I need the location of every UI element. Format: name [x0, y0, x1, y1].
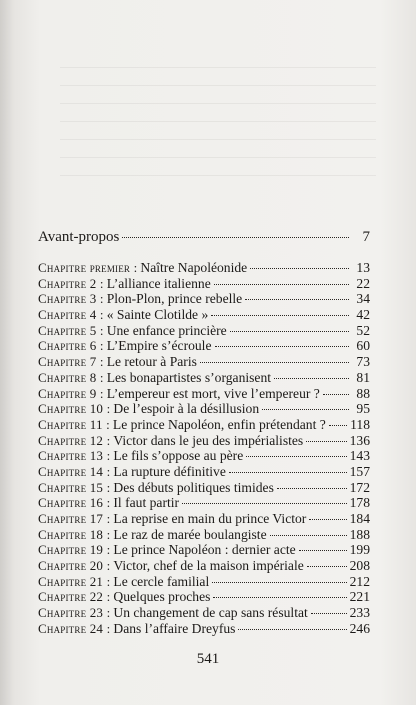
toc-entry [38, 307, 370, 323]
dot-leader [299, 550, 347, 551]
chapter-title: Victor dans le jeu des impérialistes [113, 432, 304, 448]
chapter-page: 73 [356, 354, 370, 370]
table-of-contents [38, 260, 370, 637]
chapter-page: 88 [356, 385, 370, 401]
chapter-title: Le retour à Paris [106, 354, 197, 370]
toc-entry [38, 370, 370, 386]
chapter-page: 188 [349, 526, 370, 542]
chapter-page: 52 [356, 322, 370, 338]
toc-entry [38, 433, 370, 449]
toc-entry [38, 386, 370, 402]
chapter-label: Chapitre 9 : [38, 385, 104, 401]
dot-leader [182, 503, 347, 504]
chapter-label: Chapitre 18 : [38, 526, 111, 542]
chapter-label: Chapitre 21 : [38, 573, 111, 589]
toc-entry [38, 480, 370, 496]
folio-page-number: 541 [196, 651, 220, 667]
toc-entry [38, 291, 370, 307]
toc-entry [38, 605, 370, 621]
dot-leader [323, 394, 349, 395]
toc-entry [38, 323, 370, 339]
chapter-label: Chapitre 3 : [38, 291, 104, 307]
dot-leader [309, 519, 346, 520]
chapter-title: La rupture définitive [113, 463, 226, 479]
toc-entry [38, 574, 370, 590]
dot-leader [307, 566, 347, 567]
chapter-title: Il faut partir [113, 495, 180, 511]
foreword-page: 7 [362, 229, 370, 245]
chapter-page: 221 [349, 589, 370, 605]
dot-leader [122, 237, 349, 238]
toc-entry [38, 527, 370, 543]
toc-entry [38, 354, 370, 370]
chapter-title: Une enfance princière [106, 322, 227, 338]
toc-entry [38, 542, 370, 558]
chapter-page: 199 [349, 542, 370, 558]
chapter-label: Chapitre 8 : [38, 369, 104, 385]
chapter-label: Chapitre 23 : [38, 605, 111, 621]
chapter-label: Chapitre 2 : [38, 275, 104, 291]
toc-entry [38, 558, 370, 574]
chapter-label: Chapitre premier : [38, 260, 138, 275]
foreword-entry [38, 229, 370, 246]
dot-leader [211, 315, 349, 316]
toc-entry [38, 589, 370, 605]
chapter-title: Des débuts politiques timides [113, 479, 274, 495]
toc-entry [38, 495, 370, 511]
chapter-page: 233 [349, 605, 370, 621]
dot-leader [245, 299, 349, 300]
dot-leader [250, 268, 349, 269]
chapter-label: Chapitre 17 : [38, 511, 111, 526]
chapter-title: « Sainte Clotilde » [106, 307, 209, 323]
chapter-title: Naître Napoléonide [140, 260, 248, 275]
chapter-title: Un changement de cap sans résultat [113, 605, 308, 621]
foreword-title: Avant-propos [38, 229, 120, 245]
chapter-title: Le fils s’oppose au père [113, 448, 244, 464]
dot-leader [229, 472, 347, 473]
toc-entry [38, 276, 370, 292]
dot-leader [311, 613, 347, 614]
chapter-title: Le raz de marée boulangiste [113, 526, 267, 542]
chapter-page: 246 [349, 620, 370, 636]
chapter-page: 208 [349, 558, 370, 574]
chapter-label: Chapitre 24 : [38, 620, 111, 636]
toc-entry [38, 621, 370, 637]
chapter-label: Chapitre 12 : [38, 432, 111, 448]
toc-entry [38, 401, 370, 417]
bleed-through-text [60, 50, 376, 190]
chapter-title: L’empereur est mort, vive l’empereur ? [106, 385, 320, 401]
chapter-page: 136 [349, 432, 370, 448]
toc-entry [38, 464, 370, 480]
chapter-page: 13 [356, 260, 370, 275]
chapter-title: Les bonapartistes s’organisent [106, 369, 272, 385]
chapter-page: 34 [356, 291, 370, 307]
toc-entry [38, 417, 370, 433]
dot-leader [262, 409, 349, 410]
dot-leader [230, 331, 349, 332]
dot-leader [246, 456, 346, 457]
chapter-title: Quelques proches [113, 589, 211, 605]
toc-entry [38, 260, 370, 276]
chapter-label: Chapitre 20 : [38, 558, 111, 574]
chapter-page: 42 [356, 307, 370, 323]
dot-leader [238, 629, 346, 630]
chapter-label: Chapitre 11 : [38, 416, 110, 432]
dot-leader [215, 346, 350, 347]
chapter-page: 143 [349, 448, 370, 464]
toc-entry [38, 511, 370, 527]
dot-leader [213, 597, 346, 598]
chapter-page: 60 [356, 338, 370, 354]
chapter-title: La reprise en main du prince Victor [113, 511, 307, 526]
chapter-title: De l’espoir à la désillusion [113, 401, 260, 417]
chapter-title: Dans l’affaire Dreyfus [113, 620, 236, 636]
chapter-label: Chapitre 14 : [38, 463, 111, 479]
dot-leader [200, 362, 349, 363]
chapter-label: Chapitre 5 : [38, 322, 104, 338]
dot-leader [329, 425, 347, 426]
chapter-page: 157 [349, 463, 370, 479]
chapter-label: Chapitre 22 : [38, 589, 111, 605]
chapter-title: Plon-Plon, prince rebelle [106, 291, 243, 307]
chapter-page: 212 [349, 573, 370, 589]
dot-leader [277, 488, 347, 489]
toc-entry [38, 338, 370, 354]
chapter-page: 178 [349, 495, 370, 511]
dot-leader [214, 284, 349, 285]
chapter-label: Chapitre 19 : [38, 542, 111, 558]
chapter-label: Chapitre 6 : [38, 338, 104, 354]
chapter-title: Le cercle familial [113, 573, 210, 589]
chapter-page: 81 [356, 369, 370, 385]
chapter-label: Chapitre 15 : [38, 479, 111, 495]
dot-leader [212, 582, 346, 583]
chapter-label: Chapitre 4 : [38, 307, 104, 323]
chapter-label: Chapitre 7 : [38, 354, 104, 370]
chapter-page: 95 [356, 401, 370, 417]
chapter-label: Chapitre 13 : [38, 448, 111, 464]
chapter-title: Le prince Napoléon, enfin prétendant ? [112, 416, 326, 432]
dot-leader [306, 441, 346, 442]
chapter-title: Victor, chef de la maison impériale [113, 558, 304, 574]
chapter-page: 118 [350, 416, 370, 432]
chapter-title: Le prince Napoléon : dernier acte [113, 542, 296, 558]
chapter-page: 172 [349, 479, 370, 495]
chapter-label: Chapitre 10 : [38, 401, 111, 417]
chapter-title: L’alliance italienne [106, 275, 211, 291]
toc-entry [38, 448, 370, 464]
chapter-title: L’Empire s’écroule [106, 338, 212, 354]
chapter-page: 184 [349, 511, 370, 526]
dot-leader [270, 535, 347, 536]
chapter-label: Chapitre 16 : [38, 495, 111, 511]
chapter-page: 22 [356, 275, 370, 291]
dot-leader [274, 378, 349, 379]
